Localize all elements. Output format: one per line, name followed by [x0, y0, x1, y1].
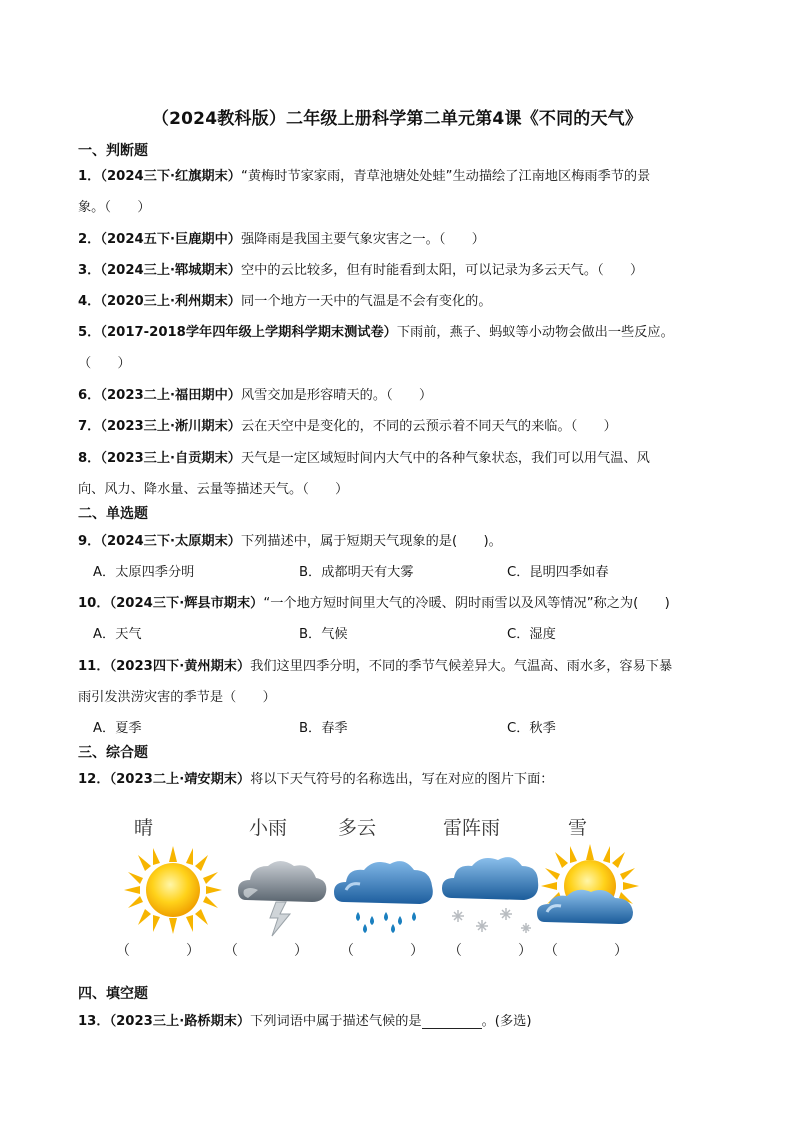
question-source: （2024三上·郓城期末）: [100, 263, 241, 278]
question-text: 将以下天气符号的名称选出，写在对应的图片下面：: [250, 772, 554, 787]
option-b[interactable]: B．春季: [299, 721, 348, 736]
question-number: 7．: [78, 419, 101, 434]
question-text: 我们这里四季分明，不同的季节气候差异大。气温高、雨水多，容易下暴: [250, 659, 673, 674]
question-source: （2024三下·红旗期末）: [100, 169, 241, 184]
section-heading-judgment: 一、判断题: [78, 143, 148, 159]
rain-cloud-icon: [330, 840, 440, 940]
question-number: 13．: [78, 1014, 110, 1029]
question-tail: 。(多选): [481, 1014, 532, 1029]
question-source: （2017-2018学年四年级上学期科学期末测试卷）: [100, 325, 397, 340]
question-source: （2024五下·巨鹿期中）: [100, 232, 241, 247]
option-a[interactable]: A．夏季: [93, 721, 142, 736]
question-3: [78, 259, 643, 278]
question-text: 云在天空中是变化的，不同的云预示着不同天气的来临。（ ）: [241, 419, 617, 434]
question-text: 下列描述中，属于短期天气现象的是( )。: [241, 534, 502, 549]
snow-cloud-icon: [436, 840, 546, 940]
option-a[interactable]: A．太原四季分明: [93, 565, 195, 580]
weather-label-light-rain: 小雨: [249, 817, 288, 839]
weather-label-sunny: 晴: [134, 817, 154, 839]
question-2: [78, 228, 485, 247]
sun-icon: [118, 840, 228, 940]
question-number: 3．: [78, 263, 101, 278]
question-number: 6．: [78, 388, 101, 403]
question-text: 天气是一定区域短时间内大气中的各种气象状态，我们可以用气温、风: [241, 451, 650, 466]
question-text: 同一个地方一天中的气温是不会有变化的。: [241, 294, 492, 309]
question-number: 2．: [78, 232, 101, 247]
option-b[interactable]: B．成都明天有大雾: [299, 565, 414, 580]
weather-label-snow: 雪: [568, 817, 588, 839]
answer-blank-5[interactable]: （ ）: [544, 943, 628, 959]
answer-blank-4[interactable]: （ ）: [448, 943, 532, 959]
question-text: 下雨前，燕子、蚂蚁等小动物会做出一些反应。: [396, 325, 674, 340]
question-5-line-2: （ ）: [78, 356, 131, 371]
thundercloud-icon: [228, 840, 338, 940]
question-13: [78, 1010, 531, 1029]
question-number: 8．: [78, 451, 101, 466]
option-a[interactable]: A．天气: [93, 627, 142, 642]
question-text: 强降雨是我国主要气象灾害之一。（ ）: [241, 232, 485, 247]
question-source: （2023三上·自贡期末）: [100, 451, 241, 466]
question-source: （2023二上·靖安期末）: [109, 772, 251, 787]
question-number: 5．: [78, 325, 101, 340]
question-number: 4．: [78, 294, 101, 309]
question-source: （2024三下·太原期末）: [100, 534, 241, 549]
option-c[interactable]: C．昆明四季如春: [507, 565, 609, 580]
question-1-line-1: [78, 165, 650, 184]
question-number: 1．: [78, 169, 101, 184]
question-text: 下列词语中属于描述气候的是: [250, 1014, 422, 1029]
answer-blank-2[interactable]: （ ）: [224, 943, 308, 959]
partly-cloudy-icon: [535, 840, 645, 940]
question-source: （2024三下·辉县市期末）: [109, 596, 264, 611]
question-source: （2020三上·利州期末）: [100, 294, 241, 309]
option-c[interactable]: C．秋季: [507, 721, 556, 736]
question-4: [78, 290, 492, 309]
question-6: [78, 384, 432, 403]
weather-label-thunderstorm: 雷阵雨: [443, 817, 501, 839]
question-number: 9．: [78, 534, 101, 549]
question-8-line-2: 向、风力、降水量、云量等描述天气。（ ）: [78, 482, 349, 497]
question-source: （2023四下·黄州期末）: [109, 659, 251, 674]
question-number: 12．: [78, 772, 110, 787]
question-text: “黄梅时节家家雨，青草池塘处处蛙”生动描绘了江南地区梅雨季节的景: [241, 169, 651, 184]
question-source: （2023二上·福田期中）: [100, 388, 241, 403]
section-heading-comprehensive: 三、综合题: [78, 745, 148, 761]
question-7: [78, 415, 617, 434]
question-source: （2023三上·淅川期末）: [100, 419, 241, 434]
question-number: 11．: [78, 659, 110, 674]
option-b[interactable]: B．气候: [299, 627, 348, 642]
option-c[interactable]: C．湿度: [507, 627, 556, 642]
question-text: 空中的云比较多，但有时能看到太阳，可以记录为多云天气。（ ）: [241, 263, 644, 278]
question-11-line-2: 雨引发洪涝灾害的季节是（ ）: [78, 690, 276, 705]
weather-label-cloudy: 多云: [338, 817, 377, 839]
page-title: （2024教科版）二年级上册科学第二单元第4课《不同的天气》: [151, 109, 643, 129]
question-11-line-1: [78, 655, 672, 674]
question-5-line-1: [78, 321, 674, 340]
question-source: （2023三上·路桥期末）: [109, 1014, 251, 1029]
question-9: [78, 530, 502, 549]
question-10: [78, 592, 670, 611]
question-text: 风雪交加是形容晴天的。（ ）: [241, 388, 433, 403]
section-heading-fill-blank: 四、填空题: [78, 986, 148, 1002]
section-heading-single-choice: 二、单选题: [78, 506, 148, 522]
question-1-line-2: 象。（ ）: [78, 200, 151, 215]
question-8-line-1: [78, 447, 650, 466]
answer-blank-3[interactable]: （ ）: [340, 943, 424, 959]
question-12: [78, 768, 553, 787]
question-text: “一个地方短时间里大气的冷暖、阴时雨雪以及风等情况”称之为( ): [263, 596, 670, 611]
fill-in-blank[interactable]: [422, 1014, 482, 1029]
question-number: 10．: [78, 596, 110, 611]
answer-blank-1[interactable]: （ ）: [116, 943, 200, 959]
